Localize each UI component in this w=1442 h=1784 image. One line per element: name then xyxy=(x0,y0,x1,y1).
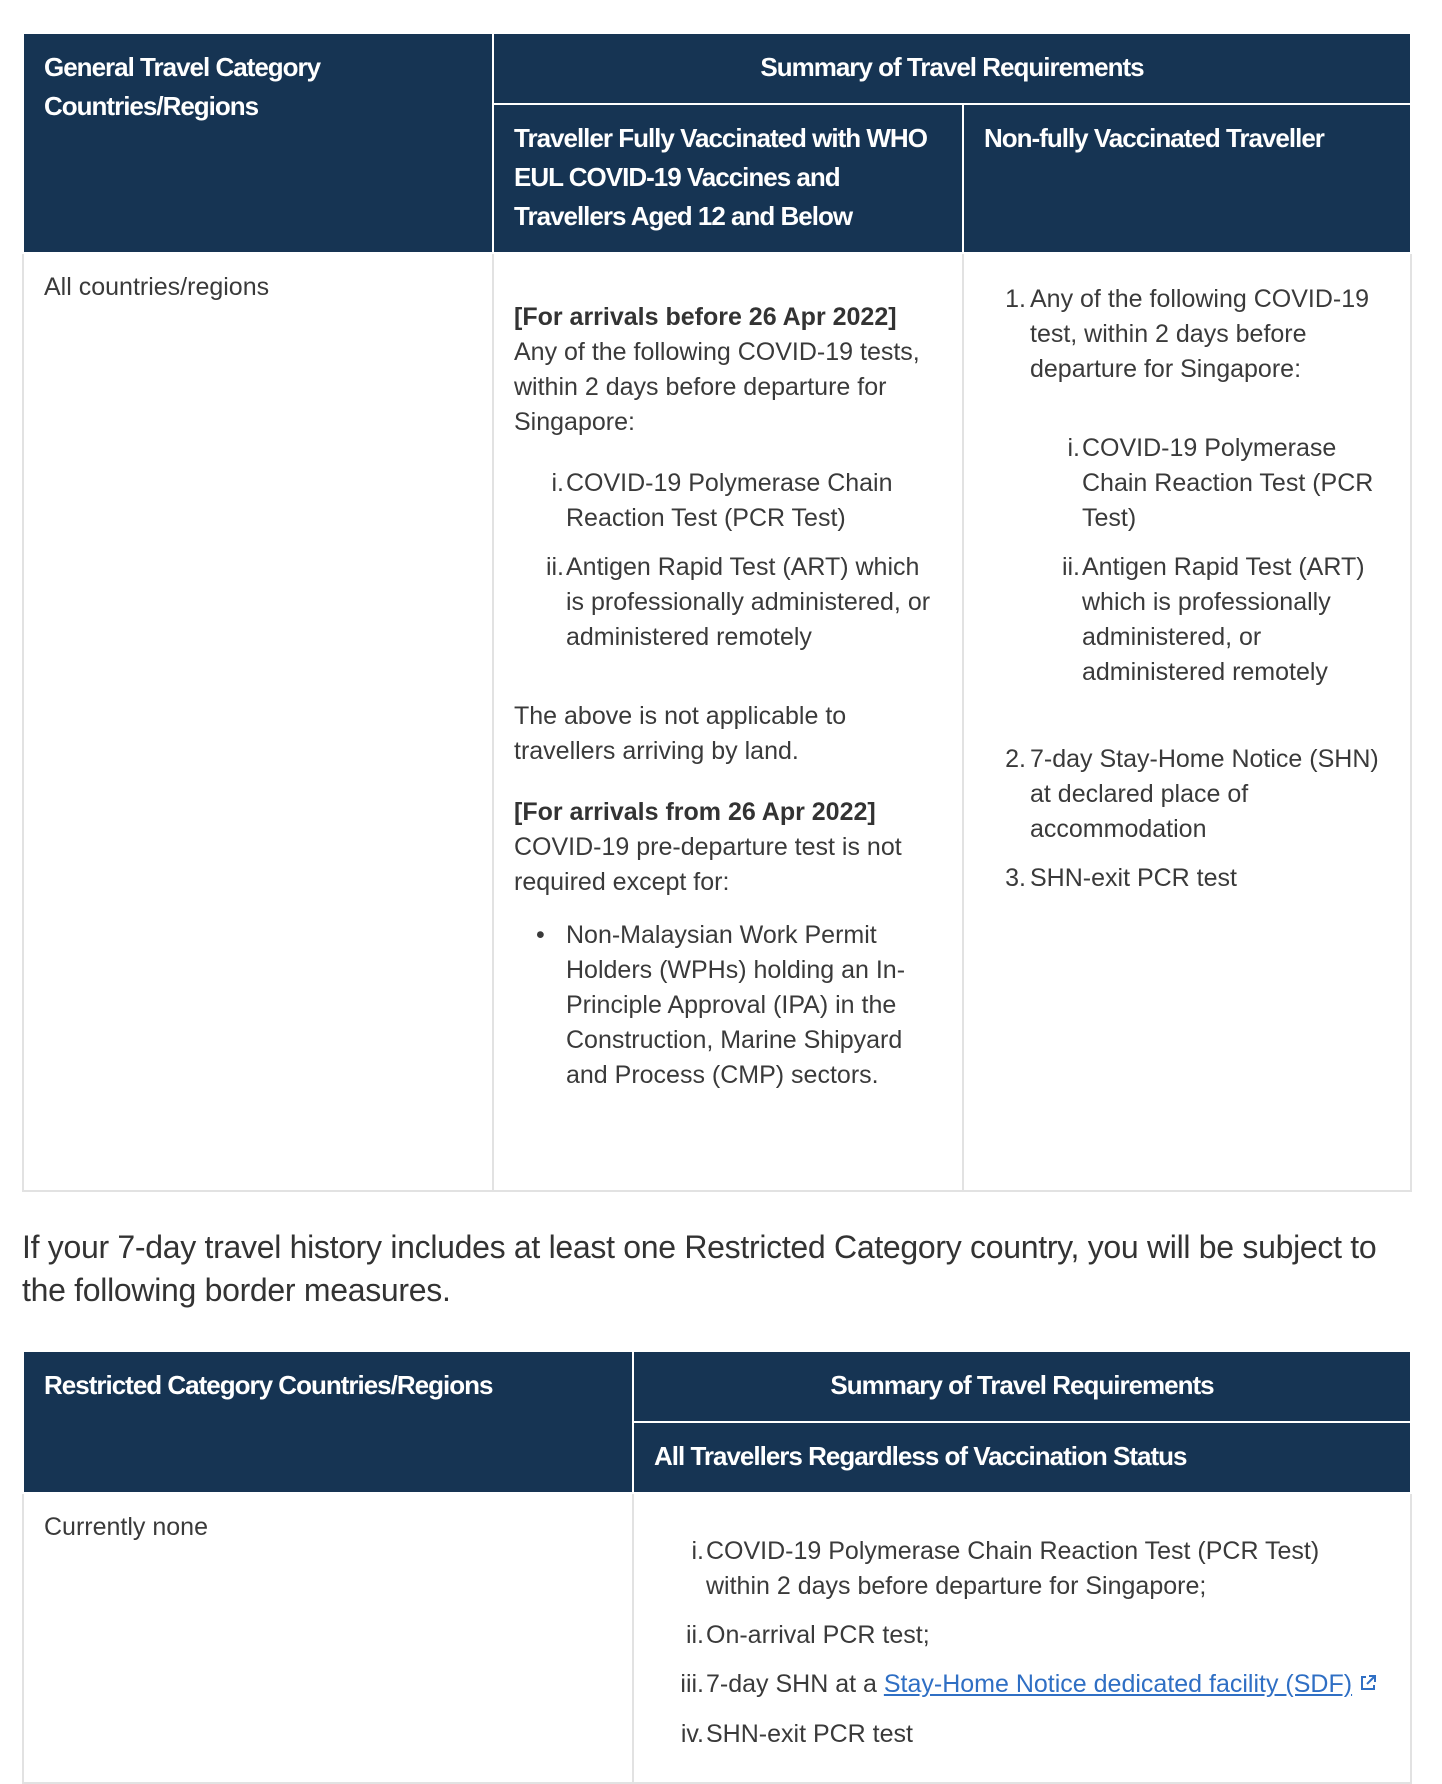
list-item: i. COVID-19 Polymerase Chain Reaction Test (PCR Test) xyxy=(1067,434,1374,532)
from-26-apr-label: [For arrivals from 26 Apr 2022] xyxy=(514,798,876,826)
list-item: 3. SHN-exit PCR test xyxy=(1005,864,1237,892)
before-26-apr-paragraph xyxy=(514,300,942,440)
header-general-category: General Travel Category Countries/Regions xyxy=(23,33,493,253)
category-value: All countries/regions xyxy=(44,273,270,301)
not-applicable-note: The above is not applicable to travellers arriving by land. xyxy=(514,702,847,765)
restricted-intro-paragraph: If your 7-day travel history includes at least one Restricted Category country, you will be subject to the following border measures. xyxy=(22,1229,1377,1308)
header-summary: Summary of Travel Requirements xyxy=(493,33,1411,104)
list-item: 2. 7-day Stay-Home Notice (SHN) at declared place of accommodation xyxy=(1005,745,1379,843)
header-all-travellers: All Travellers Regardless of Vaccination Status xyxy=(633,1422,1411,1493)
from-26-apr-text: COVID-19 pre-departure test is not required except for: xyxy=(514,833,902,896)
non-vaccinated-sub-list xyxy=(1030,431,1390,690)
cell-vaccinated-requirements xyxy=(493,253,963,1191)
header-restricted-category: Restricted Category Countries/Regions xyxy=(23,1351,633,1493)
non-vaccinated-list xyxy=(984,282,1390,896)
list-item: ii. On-arrival PCR test; xyxy=(685,1621,930,1649)
list-item: iv. SHN-exit PCR test xyxy=(680,1719,913,1748)
list-item: i. COVID-19 Polymerase Chain Reaction Test (PCR Test) within 2 days before departure for Singapore; xyxy=(691,1537,1320,1600)
from-26-apr-paragraph xyxy=(514,795,942,900)
cell-currently-none xyxy=(23,1493,633,1783)
before-26-apr-text: Any of the following COVID-19 tests, within 2 days before departure for Singapore: xyxy=(514,338,920,436)
list-item: ii. Antigen Rapid Test (ART) which is professionally administered, or administered remotely xyxy=(1061,553,1365,686)
header-fully-vaccinated: Traveller Fully Vaccinated with WHO EUL COVID-19 Vaccines and Travellers Aged 12 and Below xyxy=(493,104,963,253)
external-link-icon[interactable] xyxy=(1358,1668,1378,1703)
cell-all-countries xyxy=(23,253,493,1191)
general-travel-table xyxy=(22,32,1412,1192)
before-26-apr-label: [For arrivals before 26 Apr 2022] xyxy=(514,303,897,331)
exception-list xyxy=(514,918,942,1093)
list-item: i. COVID-19 Polymerase Chain Reaction Test (PCR Test) xyxy=(551,469,893,532)
header-non-fully-vaccinated: Non-fully Vaccinated Traveller xyxy=(963,104,1411,253)
restricted-requirements-list xyxy=(654,1534,1390,1752)
list-item: 1. Any of the following COVID-19 test, within 2 days before departure for Singapore: i. COVID-19 Polymerase Chain Reaction Test (PCR Test) ii. Antigen Rapid Test (ART) which is professionally administered, or administered remotely xyxy=(984,282,1390,690)
vaccinated-test-list xyxy=(514,466,942,655)
page-content xyxy=(22,32,1410,1784)
list-item: • Non-Malaysian Work Permit Holders (WPHs) holding an In-Principle Approval (IPA) in the Construction, Marine Shipyard and Process (CMP) sectors. xyxy=(536,921,906,1089)
header-restricted-summary: Summary of Travel Requirements xyxy=(633,1351,1411,1422)
restricted-category-value: Currently none xyxy=(44,1513,208,1541)
sdf-link[interactable]: Stay-Home Notice dedicated facility (SDF) xyxy=(883,1670,1353,1698)
cell-all-travellers-requirements xyxy=(633,1493,1411,1783)
list-item: iii. 7-day SHN at a Stay-Home Notice dedicated facility (SDF) xyxy=(654,1667,1390,1703)
cell-non-vaccinated-requirements xyxy=(963,253,1411,1191)
restricted-travel-table xyxy=(22,1350,1412,1784)
list-item: ii. Antigen Rapid Test (ART) which is professionally administered, or administered remotely xyxy=(545,553,931,651)
